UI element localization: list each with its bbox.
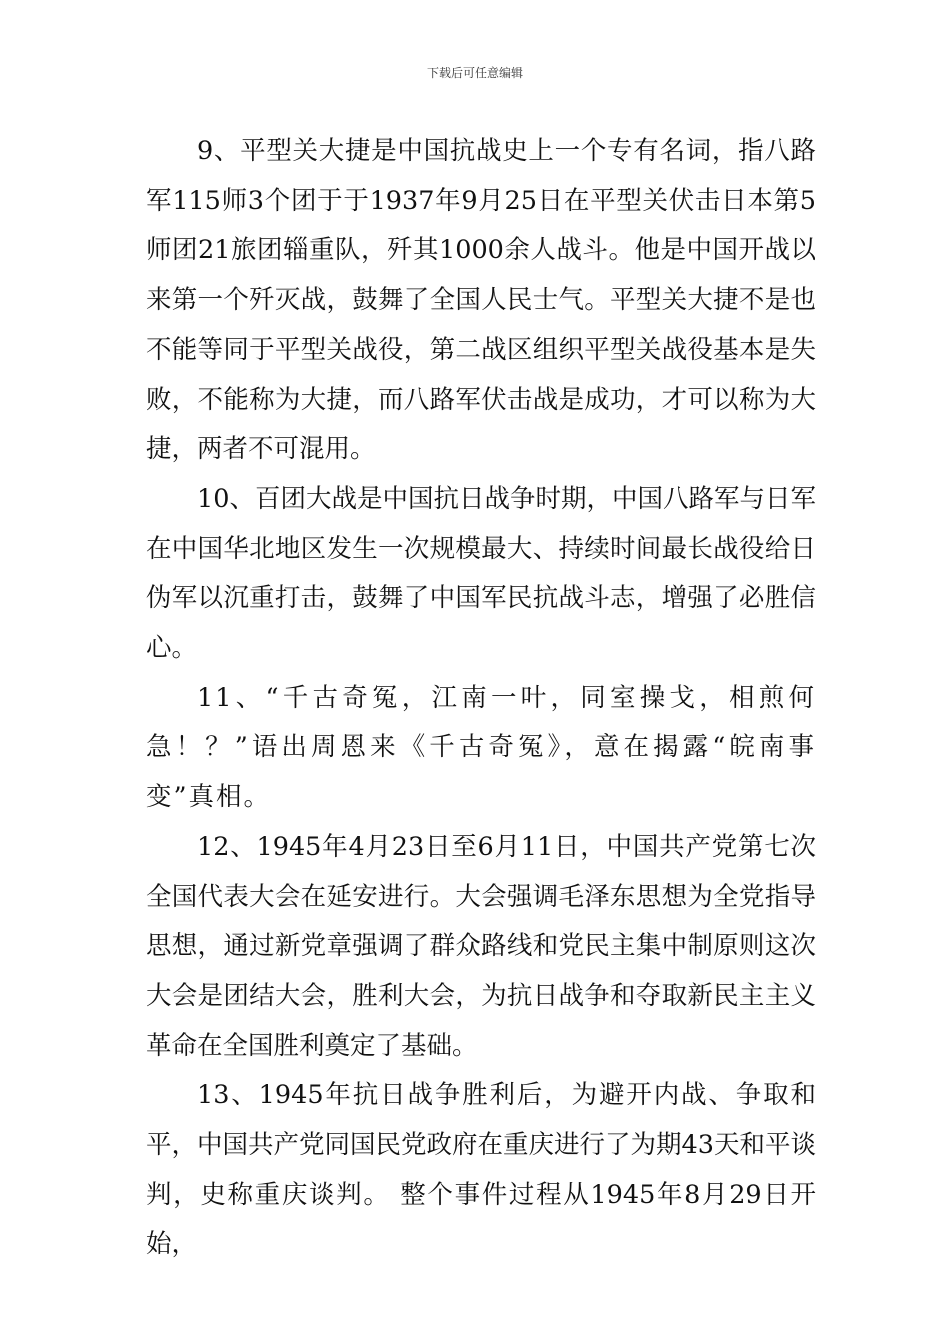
document-body	[146, 127, 816, 1270]
paragraph-11: 11、“千古奇冤，江南一叶，同室操戈，相煎何急！？”语出周恩来《千古奇冤》，意在揭露“皖南事变”真相。	[146, 682, 816, 813]
paragraph-9: 9、平型关大捷是中国抗战史上一个专有名词，指八路军115师3个团于于1937年9月25日在平型关伏击日本第5师团21旅团辎重队，歼其1000余人战斗。他是中国开战以来第一个歼灭战，鼓舞了全国人民士气。平型关大捷不是也不能等同于平型关战役，第二战区组织平型关战役基本是失败，不能称为大捷，而八路军伏击战是成功，才可以称为大捷，两者不可混用。	[146, 136, 816, 465]
paragraph-13: 13、1945年抗日战争胜利后，为避开内战、争取和平，中国共产党同国民党政府在重庆进行了为期43天和平谈判，史称重庆谈判。 整个事件过程从1945年8月29日开始，	[146, 1080, 816, 1260]
page-header: 下载后可任意编辑	[426, 66, 523, 80]
paragraph-12: 12、1945年4月23日至6月11日，中国共产党第七次全国代表大会在延安进行。大会强调毛泽东思想为全党指导思想，通过新党章强调了群众路线和党民主集中制原则这次大会是团结大会，胜利大会，为抗日战争和夺取新民主主义革命在全国胜利奠定了基础。	[146, 831, 816, 1061]
paragraph-10: 10、百团大战是中国抗日战争时期，中国八路军与日军在中国华北地区发生一次规模最大、持续时间最长战役给日伪军以沉重打击，鼓舞了中国军民抗战斗志，增强了必胜信心。	[146, 483, 816, 664]
